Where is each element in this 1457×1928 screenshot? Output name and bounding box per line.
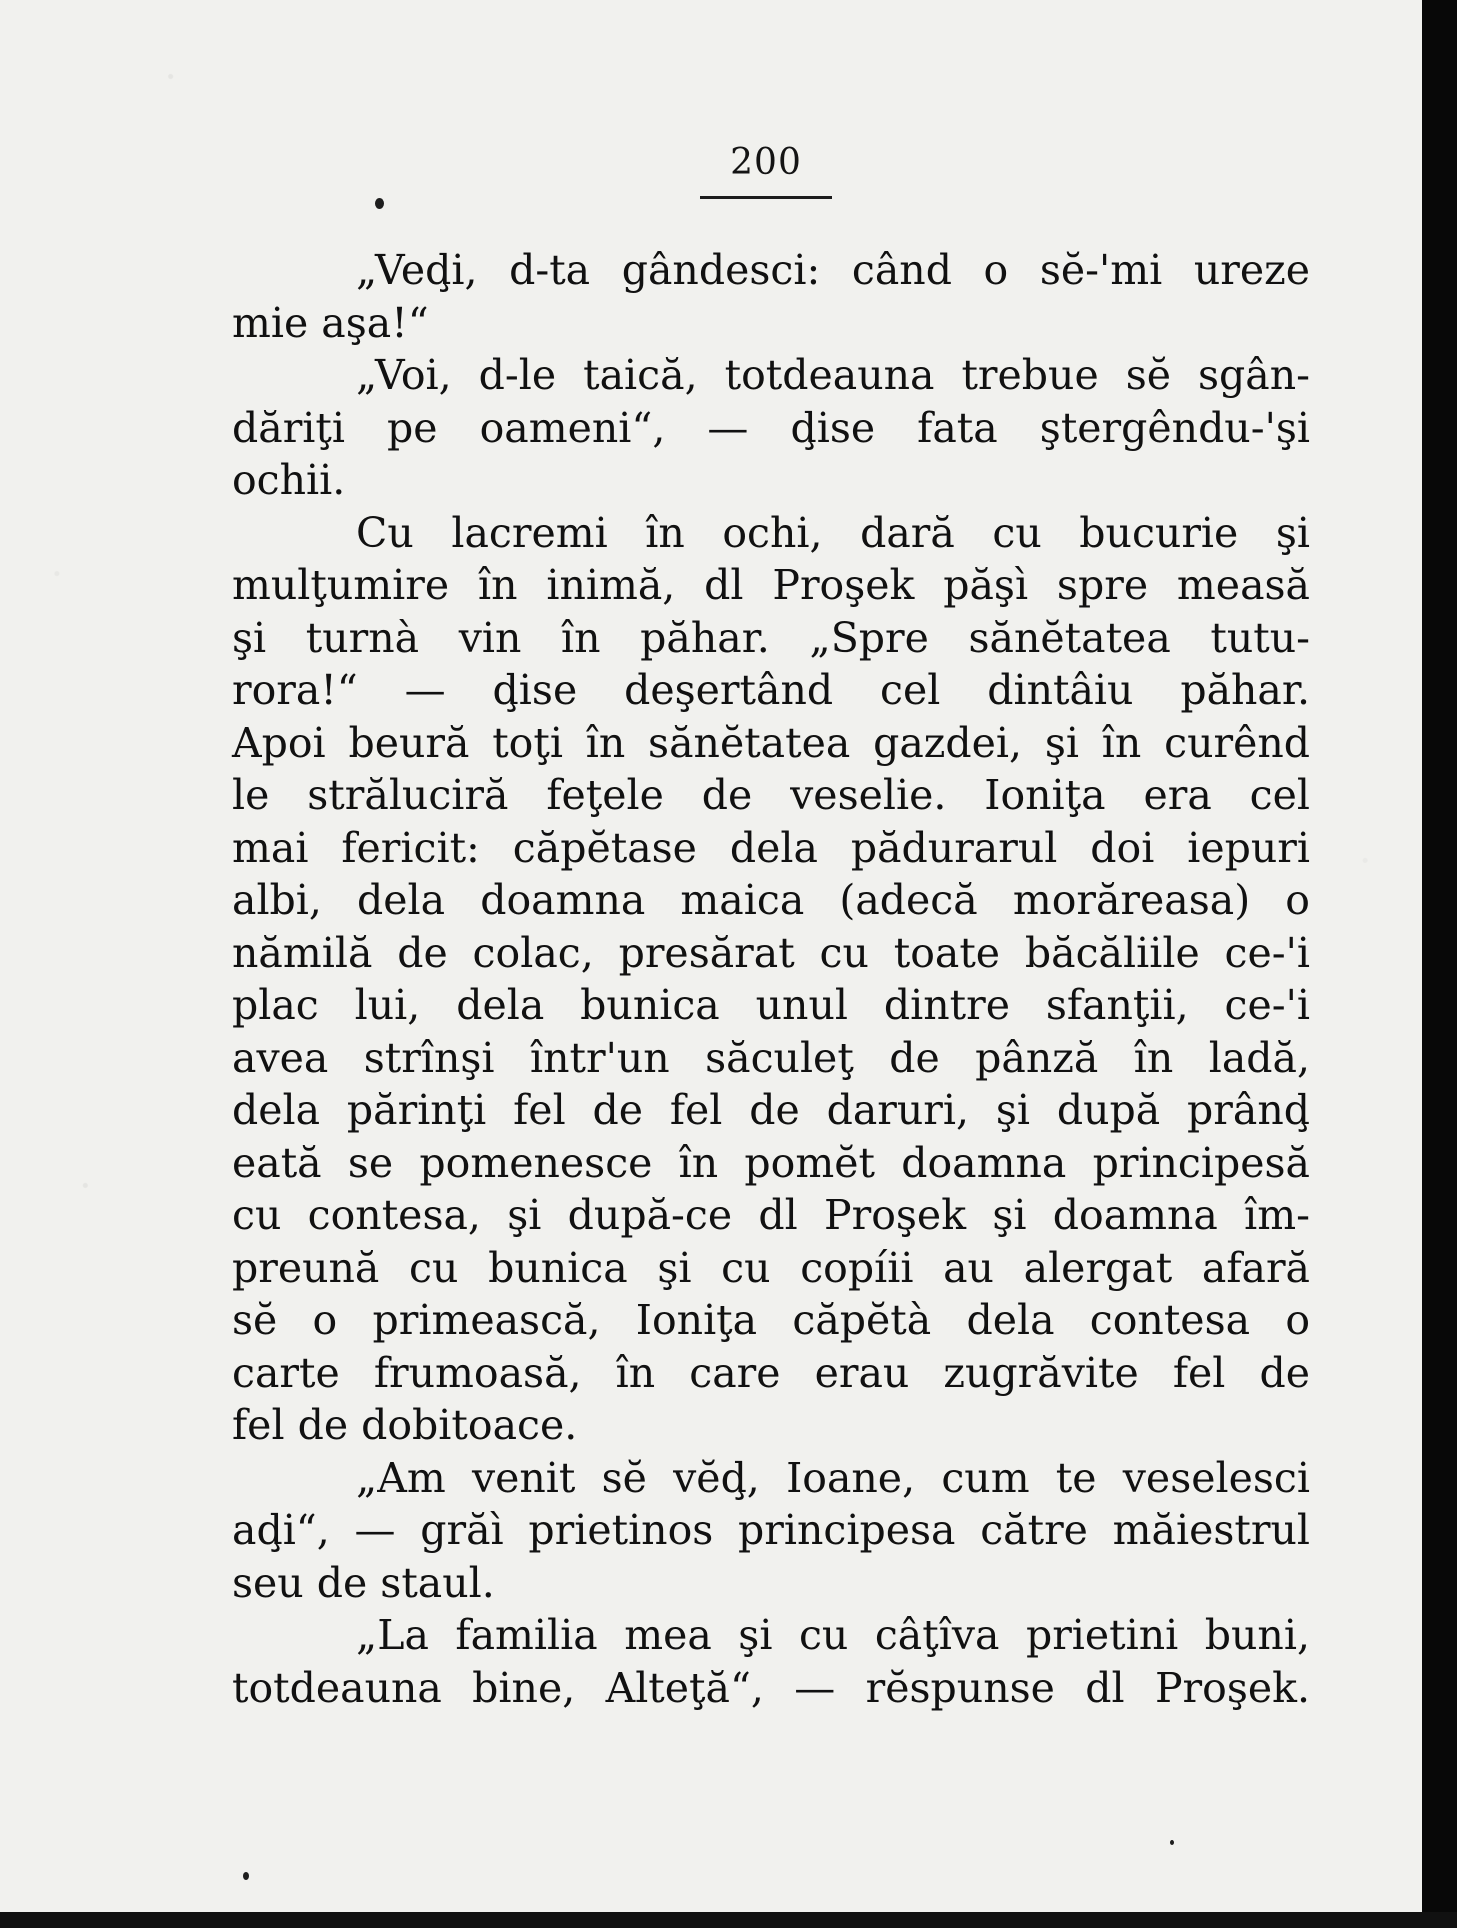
text-line: preună cu bunica şi cu copíii au alergat afară	[232, 1243, 1310, 1292]
ink-speck	[1170, 1840, 1174, 1845]
text-line: albi, dela doamna maica (adecă morăreasa) o	[232, 876, 1310, 924]
text-line: seu de staul.	[232, 1558, 495, 1607]
text-line: „La familia mea şi cu câţîva prietini buni,	[356, 1611, 1310, 1659]
ink-speck	[375, 198, 384, 209]
text-line: mai fericit: căpĕtase dela pădurarul doi iepuri	[232, 823, 1310, 872]
text-line: „Am venit sĕ vĕḑ, Ioane, cum te veselesci	[356, 1453, 1310, 1502]
text-line: ochii.	[232, 456, 346, 504]
text-line: sĕ o primească, Ioniţa căpĕtà dela contesa o	[232, 1296, 1310, 1344]
text-line: nămilă de colac, presărat cu toate băcăliile ce-'i	[232, 928, 1310, 977]
text-line: şi turnà vin în păhar. „Spre sănĕtatea tutu-	[232, 613, 1310, 662]
text-line: Cu lacremi în ochi, dară cu bucurie şi	[356, 508, 1310, 557]
scan-border-bottom	[0, 1912, 1457, 1928]
text-line: rora!“ — ḑise deşertând cel dintâiu păhar.	[232, 666, 1310, 714]
text-line: carte frumoasă, în care erau zugrăvite fel de	[232, 1348, 1310, 1397]
text-line: dela părinţi fel de fel de daruri, şi după prânḑ	[232, 1086, 1310, 1134]
text-line: le străluciră feţele de veselie. Ioniţa era cel	[232, 771, 1310, 819]
text-line: aḑi“, — grăì prietinos principesa către măiestrul	[232, 1506, 1310, 1554]
page-number: 200	[730, 142, 802, 183]
text-line: Apoi beură toţi în sănĕtatea gazdei, şi în curênd	[232, 718, 1310, 767]
text-line: „Voi, d-le taică, totdeauna trebue sĕ sgân-	[356, 351, 1310, 399]
body-text	[232, 244, 1310, 1714]
text-line: mulţumire în inimă, dl Proşek păşì spre measă	[232, 561, 1310, 609]
ink-speck	[243, 1872, 249, 1880]
page-number-rule	[700, 196, 832, 199]
text-line: fel de dobitoace.	[232, 1401, 578, 1449]
text-line: eată se pomenesce în pomĕt doamna principesă	[232, 1138, 1310, 1187]
text-line: cu contesa, şi după-ce dl Proşek şi doamna îm-	[232, 1191, 1310, 1239]
scan-border-right	[1422, 0, 1457, 1928]
text-line: dăriţi pe oameni“, — ḑise fata ştergêndu-'şi	[232, 403, 1310, 452]
text-line: avea strînşi într'un săculeţ de pânză în ladă,	[232, 1033, 1310, 1082]
text-line: totdeauna bine, Alteţă“, — rĕspunse dl Proşek.	[232, 1663, 1310, 1712]
text-line: „Veḑi, d-ta gândesci: când o sĕ-'mi ureze	[356, 246, 1310, 294]
text-line: mie aşa!“	[232, 298, 429, 347]
text-line: plac lui, dela bunica unul dintre sfanţii, ce-'i	[232, 981, 1310, 1029]
